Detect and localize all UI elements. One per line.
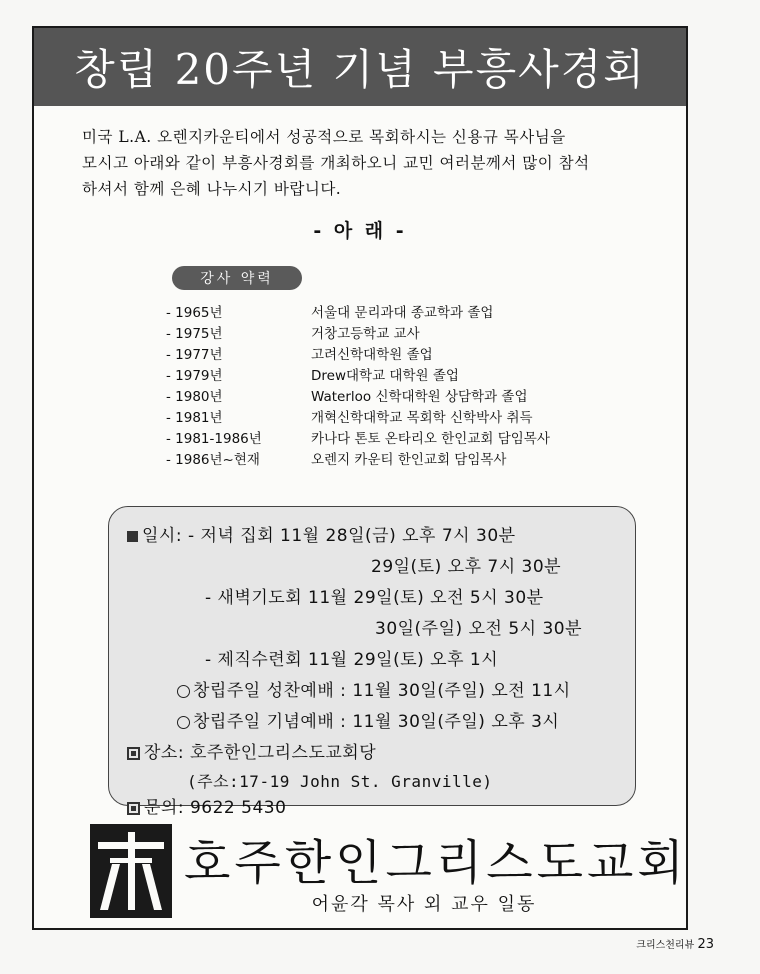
intro-line: 모시고 아래와 같이 부흥사경회를 개최하오니 교민 여러분께서 많이 참석 (82, 154, 590, 172)
schedule-box (108, 506, 636, 818)
career-item (166, 342, 646, 363)
place-value: 호주한인그리스도교회당 (189, 743, 377, 763)
career-desc: 서울대 문리과대 종교학과 졸업 (311, 304, 494, 321)
career-year: - 1975년 (166, 325, 223, 342)
career-year: - 1980년 (166, 388, 223, 405)
career-item (166, 363, 646, 384)
career-item (166, 300, 646, 321)
anniversary-communion: 창립주일 성찬예배 : 11월 30일(주일) 오전 11시 (193, 681, 571, 701)
intro-line: 하셔서 함께 은혜 나누시기 바랍니다. (82, 180, 342, 198)
career-item (166, 384, 646, 405)
church-logo-icon (90, 824, 172, 918)
intro-line: 미국 L.A. 오렌지카운티에서 성공적으로 목회하시는 신용규 목사님을 (82, 128, 566, 146)
career-year: - 1965년 (166, 304, 223, 321)
career-desc: 카나다 톤토 온타리오 한인교회 담임목사 (311, 430, 550, 447)
schedule-line-3: - 새벽기도회 11월 29일(토) 오전 5시 30분 (205, 588, 544, 608)
career-year: - 1979년 (166, 367, 223, 384)
schedule-line-1 (127, 521, 516, 546)
career-desc: Drew대학교 대학원 졸업 (311, 367, 459, 384)
circle-bullet-icon (177, 716, 190, 729)
place-line (127, 738, 376, 763)
career-item (166, 321, 646, 342)
date-label: 일시: (142, 526, 183, 546)
career-desc: 개혁신학대학교 목회학 신학박사 취득 (311, 409, 533, 426)
career-year: - 1981년 (166, 409, 223, 426)
career-desc: 고려신학대학원 졸업 (311, 346, 433, 363)
notice-heading: - 아 래 - (313, 220, 407, 242)
square-bullet-icon (127, 747, 140, 760)
schedule-line-5: - 제직수련회 11월 29일(토) 오후 1시 (205, 650, 499, 670)
publication-name: 크리스천리뷰 (636, 940, 695, 951)
circle-bullet-icon (177, 685, 190, 698)
career-year: - 1981-1986년 (166, 430, 262, 447)
pastor-signature: 어윤각 목사 외 교우 일동 (311, 894, 537, 915)
career-year: - 1977년 (166, 346, 223, 363)
career-item (166, 426, 646, 447)
career-desc: Waterloo 신학대학원 상담학과 졸업 (311, 388, 528, 405)
schedule-line-2: 29일(토) 오후 7시 30분 (371, 557, 562, 577)
place-label: 장소: (144, 743, 185, 763)
career-label: 강사 약력 (172, 266, 302, 290)
career-item (166, 447, 646, 468)
schedule-line-6 (177, 676, 571, 701)
page-title: 창립 20주년 기념 부흥사경회 (34, 28, 686, 106)
career-desc: 오렌지 카운티 한인교회 담임목사 (311, 451, 507, 468)
schedule-line-4: 30일(주일) 오전 5시 30분 (375, 619, 583, 639)
square-bullet-icon (127, 802, 140, 815)
address-line: (주소:17-19 John St. Granville) (187, 772, 493, 791)
career-item (166, 405, 646, 426)
page-number: 23 (697, 937, 714, 952)
contact-line (127, 793, 286, 818)
advertisement-frame (32, 26, 688, 930)
evening-service: - 저녁 집회 11월 28일(금) 오후 7시 30분 (187, 526, 516, 546)
contact-value: 9622 5430 (189, 798, 287, 818)
page-footer (636, 936, 714, 952)
career-list (166, 300, 646, 468)
church-name: 호주한인그리스도교회 (184, 835, 688, 891)
schedule-line-7 (177, 707, 559, 732)
intro-text (82, 124, 662, 202)
career-year: - 1986년~현재 (166, 451, 260, 468)
anniversary-worship: 창립주일 기념예배 : 11월 30일(주일) 오후 3시 (193, 712, 560, 732)
square-bullet-icon (127, 531, 138, 542)
contact-label: 문의: (144, 798, 185, 818)
career-desc: 거창고등학교 교사 (311, 325, 420, 342)
